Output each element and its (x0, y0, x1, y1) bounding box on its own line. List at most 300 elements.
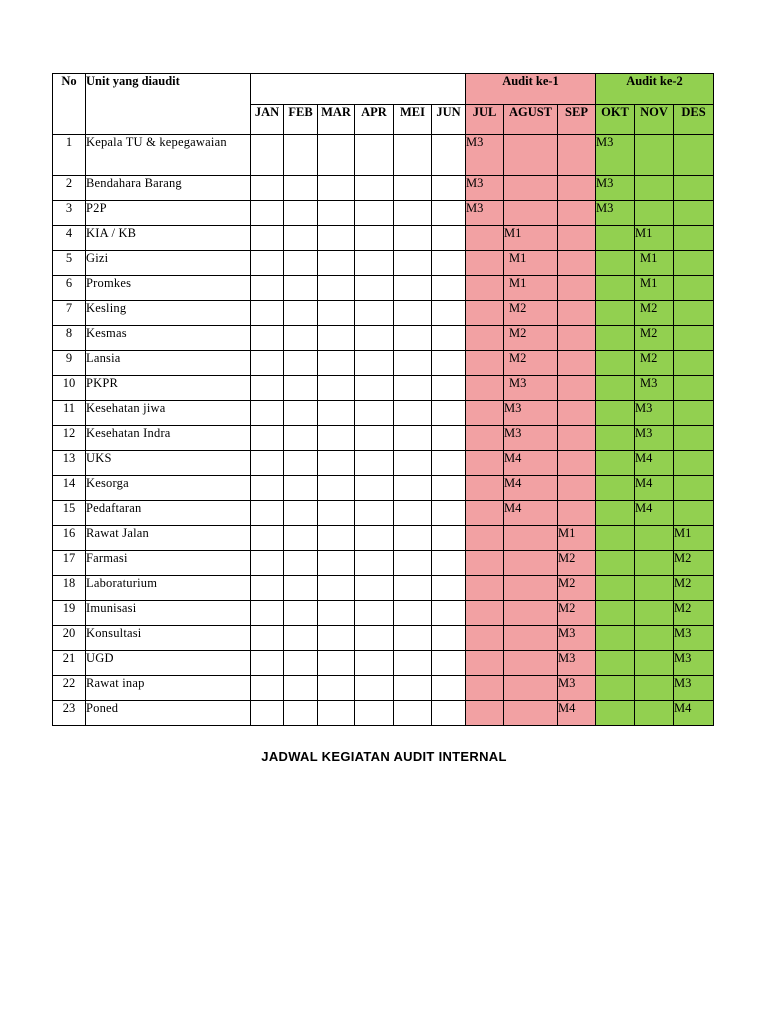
schedule-cell-des (674, 201, 714, 226)
schedule-cell-jul (466, 376, 504, 401)
month-header-agust: AGUST (504, 105, 558, 135)
schedule-cell-sep (558, 351, 596, 376)
schedule-cell-des (674, 501, 714, 526)
row-number: 11 (53, 401, 86, 426)
table-row (53, 476, 714, 501)
empty-month-cell (284, 526, 318, 551)
schedule-cell-des (674, 135, 714, 176)
empty-month-cell (355, 135, 394, 176)
empty-month-cell (432, 326, 466, 351)
schedule-cell-nov: M3 (635, 376, 674, 401)
empty-month-cell (251, 351, 284, 376)
schedule-rows (53, 135, 714, 726)
schedule-cell-agust (504, 626, 558, 651)
unit-name: UGD (86, 651, 251, 676)
schedule-cell-agust (504, 135, 558, 176)
schedule-cell-nov: M2 (635, 351, 674, 376)
empty-month-cell (251, 301, 284, 326)
table-row (53, 651, 714, 676)
empty-month-cell (318, 601, 355, 626)
schedule-cell-sep (558, 201, 596, 226)
schedule-cell-okt (596, 476, 635, 501)
row-number: 6 (53, 276, 86, 301)
empty-month-cell (355, 376, 394, 401)
empty-month-cell (394, 551, 432, 576)
empty-month-cell (355, 301, 394, 326)
empty-month-cell (284, 251, 318, 276)
header-audit-1: Audit ke-1 (466, 74, 596, 105)
empty-month-cell (318, 376, 355, 401)
row-number: 1 (53, 135, 86, 176)
schedule-cell-okt (596, 251, 635, 276)
empty-month-cell (251, 226, 284, 251)
empty-month-cell (394, 226, 432, 251)
empty-month-cell (318, 301, 355, 326)
schedule-cell-nov (635, 526, 674, 551)
row-number: 4 (53, 226, 86, 251)
header-unit: Unit yang diaudit (86, 74, 251, 135)
schedule-cell-nov: M4 (635, 451, 674, 476)
empty-month-cell (251, 551, 284, 576)
schedule-cell-jul (466, 551, 504, 576)
month-header-feb: FEB (284, 105, 318, 135)
empty-month-cell (284, 226, 318, 251)
unit-name: KIA / KB (86, 226, 251, 251)
empty-month-cell (432, 401, 466, 426)
table-row (53, 176, 714, 201)
table-row (53, 226, 714, 251)
schedule-cell-des (674, 301, 714, 326)
empty-month-cell (284, 401, 318, 426)
empty-month-cell (284, 276, 318, 301)
empty-month-cell (318, 426, 355, 451)
empty-month-cell (284, 201, 318, 226)
empty-month-cell (251, 326, 284, 351)
schedule-cell-des: M2 (674, 601, 714, 626)
empty-month-cell (251, 276, 284, 301)
schedule-cell-nov: M1 (635, 226, 674, 251)
schedule-cell-jul (466, 426, 504, 451)
schedule-cell-des (674, 451, 714, 476)
row-number: 16 (53, 526, 86, 551)
month-header-sep: SEP (558, 105, 596, 135)
empty-month-cell (394, 176, 432, 201)
unit-name: Kesorga (86, 476, 251, 501)
row-number: 14 (53, 476, 86, 501)
schedule-cell-nov (635, 651, 674, 676)
schedule-cell-okt (596, 501, 635, 526)
schedule-cell-jul (466, 401, 504, 426)
schedule-cell-des (674, 326, 714, 351)
schedule-cell-des (674, 401, 714, 426)
schedule-cell-okt (596, 426, 635, 451)
schedule-cell-agust (504, 526, 558, 551)
schedule-cell-sep: M3 (558, 651, 596, 676)
empty-month-cell (318, 201, 355, 226)
empty-month-cell (251, 426, 284, 451)
schedule-cell-des: M2 (674, 551, 714, 576)
schedule-cell-jul (466, 501, 504, 526)
empty-month-cell (318, 626, 355, 651)
table-caption: JADWAL KEGIATAN AUDIT INTERNAL (261, 749, 507, 764)
empty-month-cell (394, 451, 432, 476)
empty-month-cell (394, 276, 432, 301)
schedule-cell-des: M3 (674, 651, 714, 676)
schedule-cell-agust (504, 201, 558, 226)
schedule-cell-agust: M1 (504, 276, 558, 301)
empty-month-cell (394, 501, 432, 526)
schedule-cell-nov (635, 551, 674, 576)
schedule-cell-des (674, 351, 714, 376)
empty-month-cell (432, 135, 466, 176)
table-row (53, 701, 714, 726)
empty-month-cell (432, 676, 466, 701)
schedule-cell-sep: M1 (558, 526, 596, 551)
empty-month-cell (432, 351, 466, 376)
table-row (53, 526, 714, 551)
row-number: 15 (53, 501, 86, 526)
schedule-cell-sep (558, 251, 596, 276)
empty-month-cell (251, 576, 284, 601)
empty-month-cell (318, 476, 355, 501)
schedule-cell-okt (596, 451, 635, 476)
unit-name: Kesehatan Indra (86, 426, 251, 451)
schedule-cell-agust (504, 676, 558, 701)
schedule-cell-agust: M2 (504, 301, 558, 326)
empty-month-cell (432, 501, 466, 526)
empty-month-cell (284, 601, 318, 626)
empty-month-cell (394, 701, 432, 726)
unit-name: Bendahara Barang (86, 176, 251, 201)
schedule-cell-sep (558, 376, 596, 401)
schedule-cell-okt (596, 576, 635, 601)
empty-month-cell (284, 326, 318, 351)
schedule-cell-okt (596, 301, 635, 326)
schedule-cell-agust (504, 576, 558, 601)
schedule-cell-sep (558, 326, 596, 351)
schedule-cell-jul: M3 (466, 176, 504, 201)
schedule-cell-sep: M2 (558, 551, 596, 576)
unit-name: Konsultasi (86, 626, 251, 651)
schedule-cell-okt: M3 (596, 176, 635, 201)
schedule-cell-sep (558, 276, 596, 301)
empty-month-cell (355, 651, 394, 676)
row-number: 13 (53, 451, 86, 476)
unit-name: Pedaftaran (86, 501, 251, 526)
empty-month-cell (318, 251, 355, 276)
empty-month-cell (284, 376, 318, 401)
schedule-cell-sep (558, 301, 596, 326)
empty-month-cell (355, 201, 394, 226)
empty-month-cell (355, 476, 394, 501)
empty-month-cell (394, 601, 432, 626)
empty-month-cell (318, 135, 355, 176)
schedule-cell-jul (466, 701, 504, 726)
schedule-cell-nov: M1 (635, 276, 674, 301)
empty-month-cell (394, 426, 432, 451)
empty-month-cell (394, 676, 432, 701)
schedule-cell-agust: M4 (504, 501, 558, 526)
schedule-cell-agust: M4 (504, 476, 558, 501)
empty-month-cell (355, 426, 394, 451)
table-row (53, 626, 714, 651)
empty-month-cell (355, 676, 394, 701)
unit-name: Gizi (86, 251, 251, 276)
empty-month-cell (284, 551, 318, 576)
empty-month-cell (394, 135, 432, 176)
schedule-cell-sep (558, 501, 596, 526)
schedule-cell-okt (596, 651, 635, 676)
schedule-cell-nov (635, 176, 674, 201)
empty-month-cell (432, 526, 466, 551)
row-number: 7 (53, 301, 86, 326)
empty-month-cell (318, 676, 355, 701)
empty-month-cell (355, 701, 394, 726)
empty-month-cell (251, 376, 284, 401)
row-number: 2 (53, 176, 86, 201)
empty-month-cell (394, 576, 432, 601)
empty-month-cell (251, 651, 284, 676)
empty-month-cell (394, 526, 432, 551)
schedule-cell-sep (558, 226, 596, 251)
unit-name: Lansia (86, 351, 251, 376)
empty-month-cell (284, 576, 318, 601)
empty-month-cell (355, 626, 394, 651)
schedule-cell-sep (558, 476, 596, 501)
schedule-cell-jul (466, 276, 504, 301)
schedule-cell-nov: M3 (635, 426, 674, 451)
row-number: 20 (53, 626, 86, 651)
row-number: 12 (53, 426, 86, 451)
empty-month-cell (394, 376, 432, 401)
schedule-cell-jul (466, 476, 504, 501)
schedule-cell-agust (504, 701, 558, 726)
empty-month-cell (318, 226, 355, 251)
empty-month-cell (251, 451, 284, 476)
schedule-cell-jul (466, 526, 504, 551)
unit-name: Imunisasi (86, 601, 251, 626)
empty-month-cell (432, 176, 466, 201)
empty-month-cell (432, 451, 466, 476)
empty-month-cell (432, 701, 466, 726)
unit-name: PKPR (86, 376, 251, 401)
empty-month-cell (432, 601, 466, 626)
header-audit-2: Audit ke-2 (596, 74, 714, 105)
empty-month-cell (318, 526, 355, 551)
schedule-cell-jul (466, 576, 504, 601)
schedule-cell-agust: M4 (504, 451, 558, 476)
schedule-cell-okt (596, 526, 635, 551)
schedule-cell-nov (635, 201, 674, 226)
schedule-cell-agust: M1 (504, 226, 558, 251)
schedule-cell-sep: M3 (558, 676, 596, 701)
schedule-cell-des: M2 (674, 576, 714, 601)
unit-name: Rawat inap (86, 676, 251, 701)
month-header-apr: APR (355, 105, 394, 135)
table-row (53, 251, 714, 276)
month-header-jan: JAN (251, 105, 284, 135)
schedule-cell-jul (466, 676, 504, 701)
empty-month-cell (284, 626, 318, 651)
empty-month-cell (355, 226, 394, 251)
header-blank (251, 74, 466, 105)
empty-month-cell (355, 451, 394, 476)
empty-month-cell (355, 501, 394, 526)
schedule-cell-des (674, 426, 714, 451)
row-number: 21 (53, 651, 86, 676)
empty-month-cell (318, 551, 355, 576)
table-row (53, 451, 714, 476)
empty-month-cell (432, 226, 466, 251)
schedule-cell-okt (596, 226, 635, 251)
schedule-cell-okt (596, 276, 635, 301)
schedule-cell-nov: M4 (635, 476, 674, 501)
empty-month-cell (394, 651, 432, 676)
table-row (53, 376, 714, 401)
empty-month-cell (251, 701, 284, 726)
empty-month-cell (251, 201, 284, 226)
unit-name: Kesmas (86, 326, 251, 351)
empty-month-cell (318, 576, 355, 601)
schedule-cell-des (674, 476, 714, 501)
empty-month-cell (251, 526, 284, 551)
empty-month-cell (284, 476, 318, 501)
schedule-cell-sep: M4 (558, 701, 596, 726)
row-number: 10 (53, 376, 86, 401)
schedule-cell-okt (596, 551, 635, 576)
row-number: 8 (53, 326, 86, 351)
schedule-cell-nov: M1 (635, 251, 674, 276)
schedule-cell-nov (635, 576, 674, 601)
row-number: 18 (53, 576, 86, 601)
schedule-cell-agust (504, 551, 558, 576)
schedule-cell-nov (635, 601, 674, 626)
schedule-cell-jul (466, 451, 504, 476)
empty-month-cell (251, 251, 284, 276)
schedule-cell-nov (635, 135, 674, 176)
empty-month-cell (394, 401, 432, 426)
table-row (53, 301, 714, 326)
empty-month-cell (318, 451, 355, 476)
empty-month-cell (394, 626, 432, 651)
empty-month-cell (318, 351, 355, 376)
empty-month-cell (355, 351, 394, 376)
schedule-cell-agust: M3 (504, 426, 558, 451)
schedule-cell-agust: M3 (504, 376, 558, 401)
empty-month-cell (251, 501, 284, 526)
empty-month-cell (284, 135, 318, 176)
empty-month-cell (432, 201, 466, 226)
schedule-cell-nov: M2 (635, 301, 674, 326)
schedule-cell-des (674, 251, 714, 276)
month-header-nov: NOV (635, 105, 674, 135)
table-row (53, 276, 714, 301)
empty-month-cell (251, 676, 284, 701)
schedule-cell-des: M3 (674, 626, 714, 651)
schedule-cell-okt (596, 351, 635, 376)
schedule-cell-nov: M3 (635, 401, 674, 426)
table-row (53, 601, 714, 626)
month-header-mar: MAR (318, 105, 355, 135)
empty-month-cell (318, 276, 355, 301)
empty-month-cell (355, 401, 394, 426)
empty-month-cell (432, 276, 466, 301)
table-row (53, 426, 714, 451)
schedule-cell-jul (466, 301, 504, 326)
empty-month-cell (318, 401, 355, 426)
schedule-cell-okt (596, 376, 635, 401)
empty-month-cell (394, 476, 432, 501)
schedule-cell-des (674, 226, 714, 251)
row-number: 19 (53, 601, 86, 626)
empty-month-cell (318, 176, 355, 201)
schedule-cell-sep: M2 (558, 576, 596, 601)
unit-name: UKS (86, 451, 251, 476)
unit-name: Laboraturium (86, 576, 251, 601)
empty-month-cell (394, 251, 432, 276)
schedule-cell-sep (558, 135, 596, 176)
unit-name: Rawat Jalan (86, 526, 251, 551)
empty-month-cell (284, 301, 318, 326)
empty-month-cell (284, 676, 318, 701)
schedule-cell-sep (558, 401, 596, 426)
schedule-cell-agust: M1 (504, 251, 558, 276)
empty-month-cell (394, 201, 432, 226)
schedule-cell-des (674, 276, 714, 301)
schedule-cell-okt (596, 401, 635, 426)
empty-month-cell (432, 651, 466, 676)
empty-month-cell (355, 326, 394, 351)
table-row (53, 135, 714, 176)
empty-month-cell (284, 176, 318, 201)
unit-name: Farmasi (86, 551, 251, 576)
schedule-cell-sep (558, 426, 596, 451)
schedule-cell-sep (558, 451, 596, 476)
schedule-cell-agust: M3 (504, 401, 558, 426)
schedule-cell-jul (466, 601, 504, 626)
schedule-cell-jul (466, 626, 504, 651)
schedule-cell-nov: M2 (635, 326, 674, 351)
schedule-cell-agust (504, 176, 558, 201)
table-row (53, 576, 714, 601)
empty-month-cell (355, 526, 394, 551)
row-number: 22 (53, 676, 86, 701)
schedule-cell-des: M1 (674, 526, 714, 551)
schedule-cell-des: M3 (674, 676, 714, 701)
unit-name: Kepala TU & kepegawaian (86, 135, 251, 176)
empty-month-cell (432, 301, 466, 326)
header-no: No (53, 74, 86, 135)
empty-month-cell (355, 176, 394, 201)
month-header-okt: OKT (596, 105, 635, 135)
empty-month-cell (432, 251, 466, 276)
schedule-cell-jul (466, 651, 504, 676)
row-number: 3 (53, 201, 86, 226)
schedule-cell-nov (635, 676, 674, 701)
schedule-cell-agust (504, 601, 558, 626)
schedule-cell-sep: M3 (558, 626, 596, 651)
schedule-cell-okt (596, 601, 635, 626)
schedule-cell-jul: M3 (466, 135, 504, 176)
empty-month-cell (284, 501, 318, 526)
month-header-mei: MEI (394, 105, 432, 135)
schedule-cell-okt (596, 326, 635, 351)
empty-month-cell (251, 626, 284, 651)
schedule-cell-agust (504, 651, 558, 676)
schedule-cell-sep: M2 (558, 601, 596, 626)
row-number: 23 (53, 701, 86, 726)
empty-month-cell (432, 476, 466, 501)
